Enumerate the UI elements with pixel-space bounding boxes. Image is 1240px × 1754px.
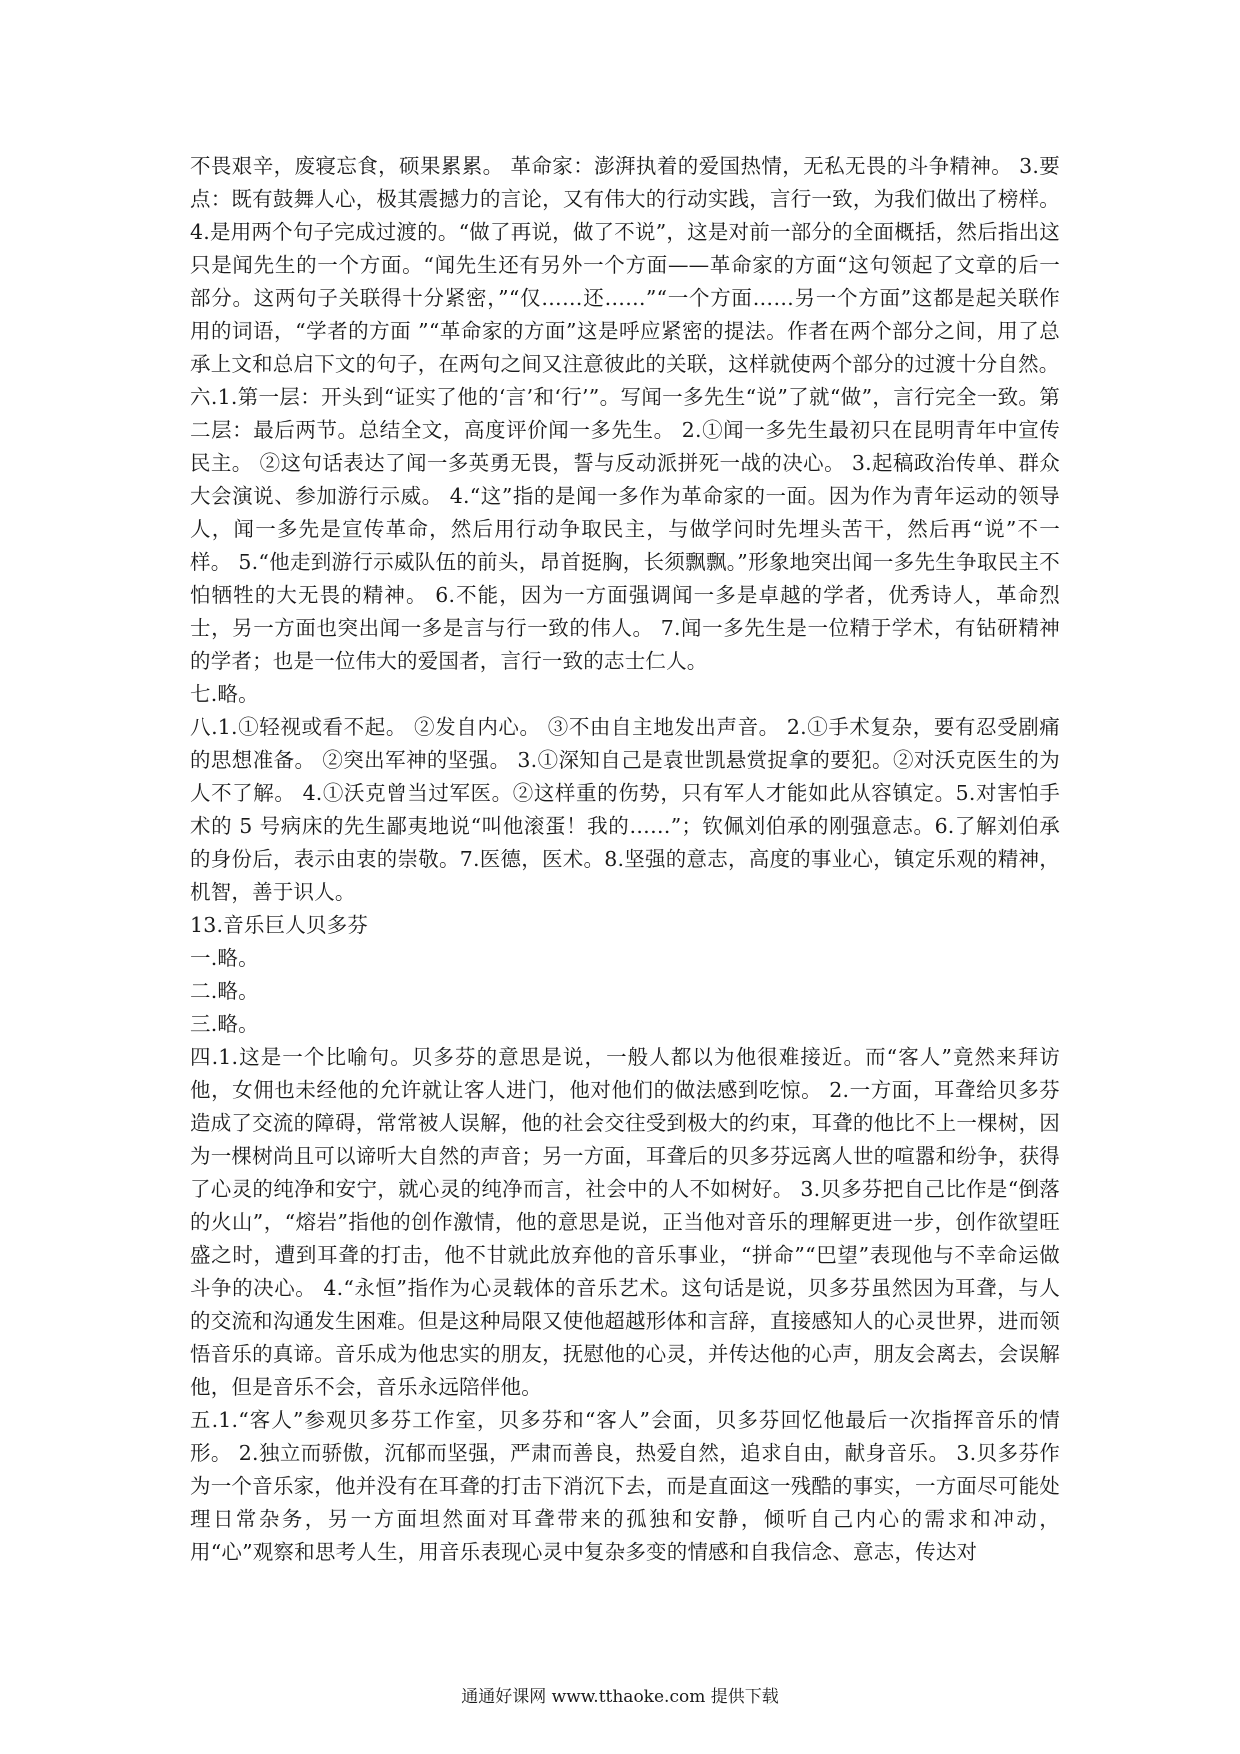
paragraph-section-six: 六.1.第一层：开头到“证实了他的‘言’和‘行’”。写闻一多先生“说”了就“做”，言行完全一致。第二层：最后两节。总结全文，高度评价闻一多先生。 2.①闻一多先生最初只在昆明青年中宣传民主。 ②这句话表达了闻一多英勇无畏，誓与反动派拼死一战的决心。 3.起稿政治传单、群众大会演说、参加游行示威。 4.“这”指的是闻一多作为革命家的一面。因为作为青年运动的领导人，闻一多先是宣传革命，然后用行动争取民主，与做学问时先埋头苦干，然后再“说”不一样。 5.“他走到游行示威队伍的前头，昂首挺胸，长须飘飘。”形象地突出闻一多先生争取民主不怕牺牲的大无畏的精神。 6.不能，因为一方面强调闻一多是卓越的学者，优秀诗人，革命烈士，另一方面也突出闻一多是言与行一致的伟人。 7.闻一多先生是一位精于学术，有钻研精神的学者；也是一位伟大的爱国者，言行一致的志士仁人。 xyxy=(190,385,1060,673)
paragraph-section-eight: 八.1.①轻视或看不起。 ②发自内心。 ③不由自主地发出声音。 2.①手术复杂，要有忍受剧痛的思想准备。 ②突出军神的坚强。 3.①深知自己是袁世凯悬赏捉拿的要犯。②对沃克医生的为人不了解。 4.①沃克曾当过军医。②这样重的伤势，只有军人才能如此从容镇定。5.对害怕手术的 5 号病床的先生鄙夷地说“叫他滚蛋！我的……”；钦佩刘伯承的刚强意志。6.了解刘伯承的身份后，表示由衷的崇敬。7.医德，医术。8.坚强的意志，高度的事业心，镇定乐观的精神，机智，善于识人。 xyxy=(190,715,1060,904)
paragraph-section-five: 五.1.“客人”参观贝多芬工作室，贝多芬和“客人”会面，贝多芬回忆他最后一次指挥音乐的情形。 2.独立而骄傲，沉郁而坚强，严肃而善良，热爱自然，追求自由，献身音乐。 3.贝多芬作为一个音乐家，他并没有在耳聋的打击下消沉下去，而是直面这一残酷的事实，一方面尽可能处理日常杂务，另一方面坦然面对耳聋带来的孤独和安静，倾听自己内心的需求和冲动，用“心”观察和思考人生，用音乐表现心灵中复杂多变的情感和自我信念、意志，传达对 xyxy=(190,1408,1060,1564)
paragraph-section-one: 一.略。 xyxy=(190,946,259,970)
page-footer: 通通好课网 www.tthaoke.com 提供下载 xyxy=(461,1687,779,1707)
paragraph-revolutionary-summary: 不畏艰辛，废寝忘食，硕果累累。 革命家：澎湃执着的爱国热情，无私无畏的斗争精神。 3.要点：既有鼓舞人心，极其震撼力的言论，又有伟大的行动实践，言行一致，为我们做出了榜样。 4.是用两个句子完成过渡的。“做了再说，做了不说”，这是对前一部分的全面概括，然后指出这只是闻先生的一个方面。“闻先生还有另外一个方面——革命家的方面“这句领起了文章的后一部分。这两句子关联得十分紧密，”“仅……还……”“一个方面……另一个方面”这都是起关联作用的词语，“学者的方面 ”“革命家的方面”这是呼应紧密的提法。作者在两个部分之间，用了总承上文和总启下文的句子，在两句之间又注意彼此的关联，这样就使两个部分的过渡十分自然。 xyxy=(190,154,1060,376)
paragraph-section-three: 三.略。 xyxy=(190,1012,259,1036)
paragraph-section-seven: 七.略。 xyxy=(190,682,259,706)
paragraph-section-four: 四.1.这是一个比喻句。贝多芬的意思是说，一般人都以为他很难接近。而“客人”竟然来拜访他，女佣也未经他的允许就让客人进门，他对他们的做法感到吃惊。 2.一方面，耳聋给贝多芬造成了交流的障碍，常常被人误解，他的社会交往受到极大的约束，耳聋的他比不上一棵树，因为一棵树尚且可以谛听大自然的声音；另一方面，耳聋后的贝多芬远离人世的喧嚣和纷争，获得了心灵的纯净和安宁，就心灵的纯净而言，社会中的人不如树好。 3.贝多芬把自己比作是“倒落的火山”，“熔岩”指他的创作激情，他的意思是说，正当他对音乐的理解更进一步，创作欲望旺盛之时，遭到耳聋的打击，他不甘就此放弃他的音乐事业，“拼命”“巴望”表现他与不幸命运做斗争的决心。 4.“永恒”指作为心灵载体的音乐艺术。这句话是说，贝多芬虽然因为耳聋，与人的交流和沟通发生困难。但是这种局限又使他超越形体和言辞，直接感知人的心灵世界，进而领悟音乐的真谛。音乐成为他忠实的朋友，抚慰他的心灵，并传达他的心声，朋友会离去，会误解他，但是音乐不会，音乐永远陪伴他。 xyxy=(190,1045,1060,1399)
lesson-title-13: 13.音乐巨人贝多芬 xyxy=(190,913,369,937)
answer-text-body xyxy=(190,150,1060,1569)
paragraph-section-two: 二.略。 xyxy=(190,979,259,1003)
